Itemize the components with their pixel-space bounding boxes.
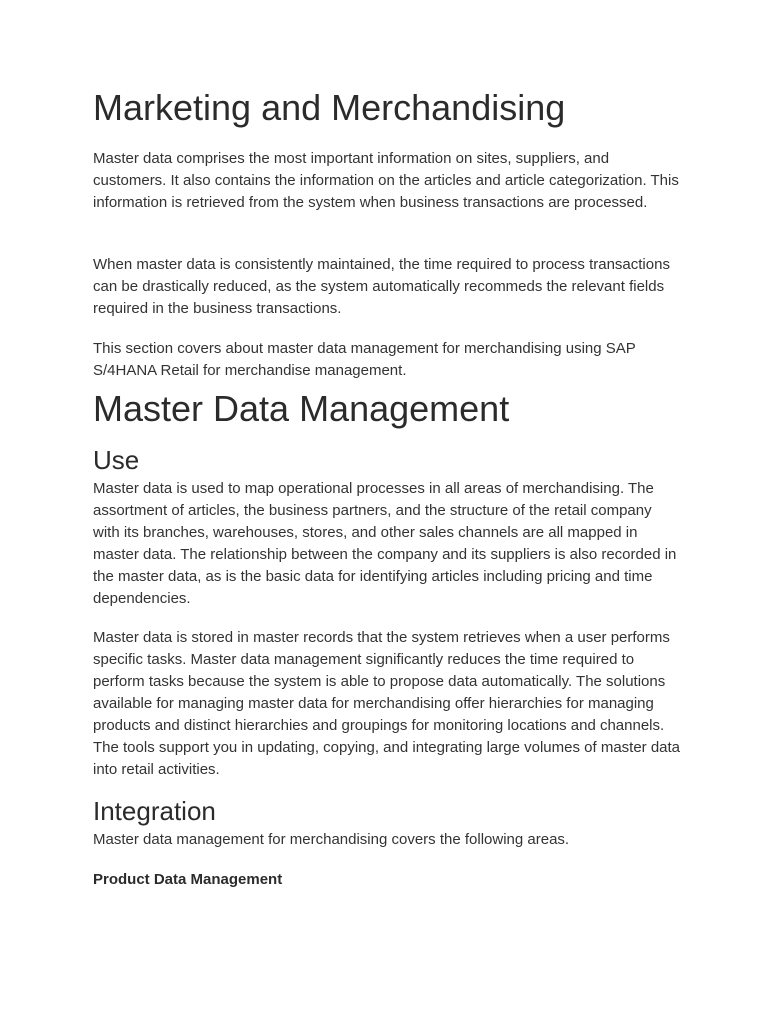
integration-paragraph: Master data management for merchandising covers the following areas. <box>93 831 570 848</box>
intro-paragraph-2: When master data is consistently maintained, the time required to process transactions can be drastically reduced, as the system automatically recommeds the relevant fields required in the business transactions. <box>93 256 670 317</box>
product-data-management-heading: Product Data Management <box>93 871 283 888</box>
intro-paragraph-3: This section covers about master data management for merchandising using SAP S/4HANA Retail for merchandise management. <box>93 340 636 379</box>
use-heading: Use <box>93 445 140 475</box>
use-paragraph-1: Master data is used to map operational processes in all areas of merchandising. The assortment of articles, the business partners, and the structure of the retail company with its branches, warehouses, stores, and other sales channels are all mapped in master data. The relationship between the company and its suppliers is also recorded in the master data, as is the basic data for identifying articles including pricing and time dependencies. <box>93 480 677 607</box>
integration-heading: Integration <box>93 796 216 826</box>
page-title: Marketing and Merchandising <box>93 87 566 128</box>
use-paragraph-2: Master data is stored in master records that the system retrieves when a user performs specific tasks. Master data management significantly reduces the time required to perform tasks because the system is able to propose data automatically. The solutions available for managing master data for merchandising offer hierarchies for managing products and distinct hierarchies and groupings for monitoring locations and channels. The tools support you in updating, copying, and integrating large volumes of master data into retail activities. <box>93 629 681 778</box>
section-title: Master Data Management <box>93 388 510 429</box>
intro-paragraph-1: Master data comprises the most important information on sites, suppliers, and customers. It also contains the information on the articles and article categorization. This information is retrieved from the system when business transactions are processed. <box>93 150 679 211</box>
